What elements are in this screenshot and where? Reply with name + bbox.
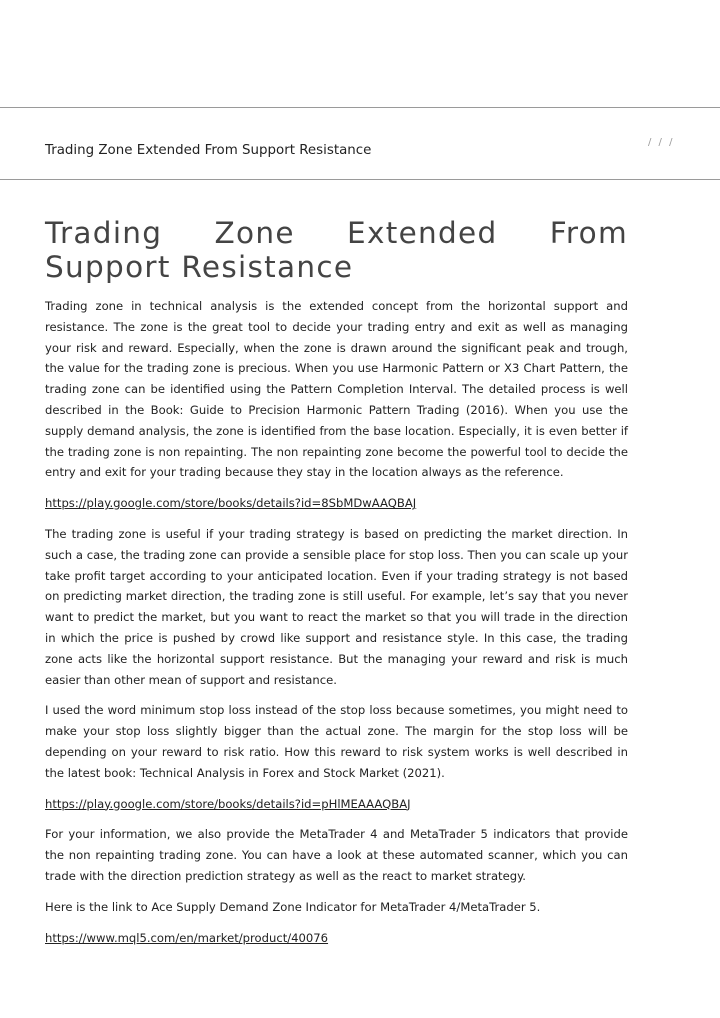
paragraph-intro: Trading zone in technical analysis is the extended concept from the horizontal support and resistance. The zone is the great tool to decide your trading entry and exit as well as managing your risk and reward. Especially, when the zone is drawn around the significant peak and trough, the value for the trading zone is precious. When you use Harmonic Pattern or X3 Chart Pattern, the trading zone can be identified using the Pattern Completion Interval. The detailed process is well described in the Book: Guide to Precision Harmonic Pattern Trading (2016). When you use the supply demand analysis, the zone is identified from the base location. Especially, it is even better if the trading zone is non repainting. The non repainting zone become the powerful tool to decide the entry and exit for your trading because they stay in the location always as the reference. (45, 299, 628, 480)
article (45, 216, 628, 948)
paragraph-usefulness: The trading zone is useful if your trading strategy is based on predicting the market direction. In such a case, the trading zone can provide a sensible place for stop loss. Then you can scale up your take profit target according to your anticipated location. Even if your trading strategy is not based on predicting market direction, the trading zone is still useful. For example, let’s say that you never want to predict the market, but you want to react the market so that you will trade in the direction in which the price is pushed by crowd like support and resistance style. In this case, the trading zone acts like the horizontal support resistance. But the managing your reward and risk is much easier than other mean of support and resistance. (45, 526, 628, 687)
article-title-line1: Trading Zone Extended From (45, 216, 628, 250)
paragraph-indicators: For your information, we also provide the MetaTrader 4 and MetaTrader 5 indicators that provide the non repainting trading zone. You can have a look at these automated scanner, which you can trade with the direction prediction strategy as well as the react to market strategy. (45, 827, 628, 883)
article-title-line2: Support Resistance (45, 250, 354, 284)
header-title: Trading Zone Extended From Support Resistance (45, 143, 372, 158)
book-link-harmonic[interactable]: https://play.google.com/store/books/details?id=8SbMDwAAQBAJ (45, 496, 417, 511)
article-title (45, 216, 628, 284)
paragraph-indicator-link-intro: Here is the link to Ace Supply Demand Zone Indicator for MetaTrader 4/MetaTrader 5. (45, 899, 541, 914)
header-top-divider (0, 107, 720, 108)
paragraph-stop-loss: I used the word minimum stop loss instead of the stop loss because sometimes, you might need to make your stop loss slightly bigger than the actual zone. The margin for the stop loss will be depending on your reward to risk ratio. How this reward to risk system works is well described in the latest book: Technical Analysis in Forex and Stock Market (2021). (45, 703, 628, 780)
book-link-technical-analysis[interactable]: https://play.google.com/store/books/details?id=pHlMEAAAQBAJ (45, 796, 411, 811)
mql5-product-link[interactable]: https://www.mql5.com/en/market/product/40076 (45, 930, 329, 945)
header-bottom-divider (0, 179, 720, 180)
page-marker: / / / (648, 137, 675, 148)
